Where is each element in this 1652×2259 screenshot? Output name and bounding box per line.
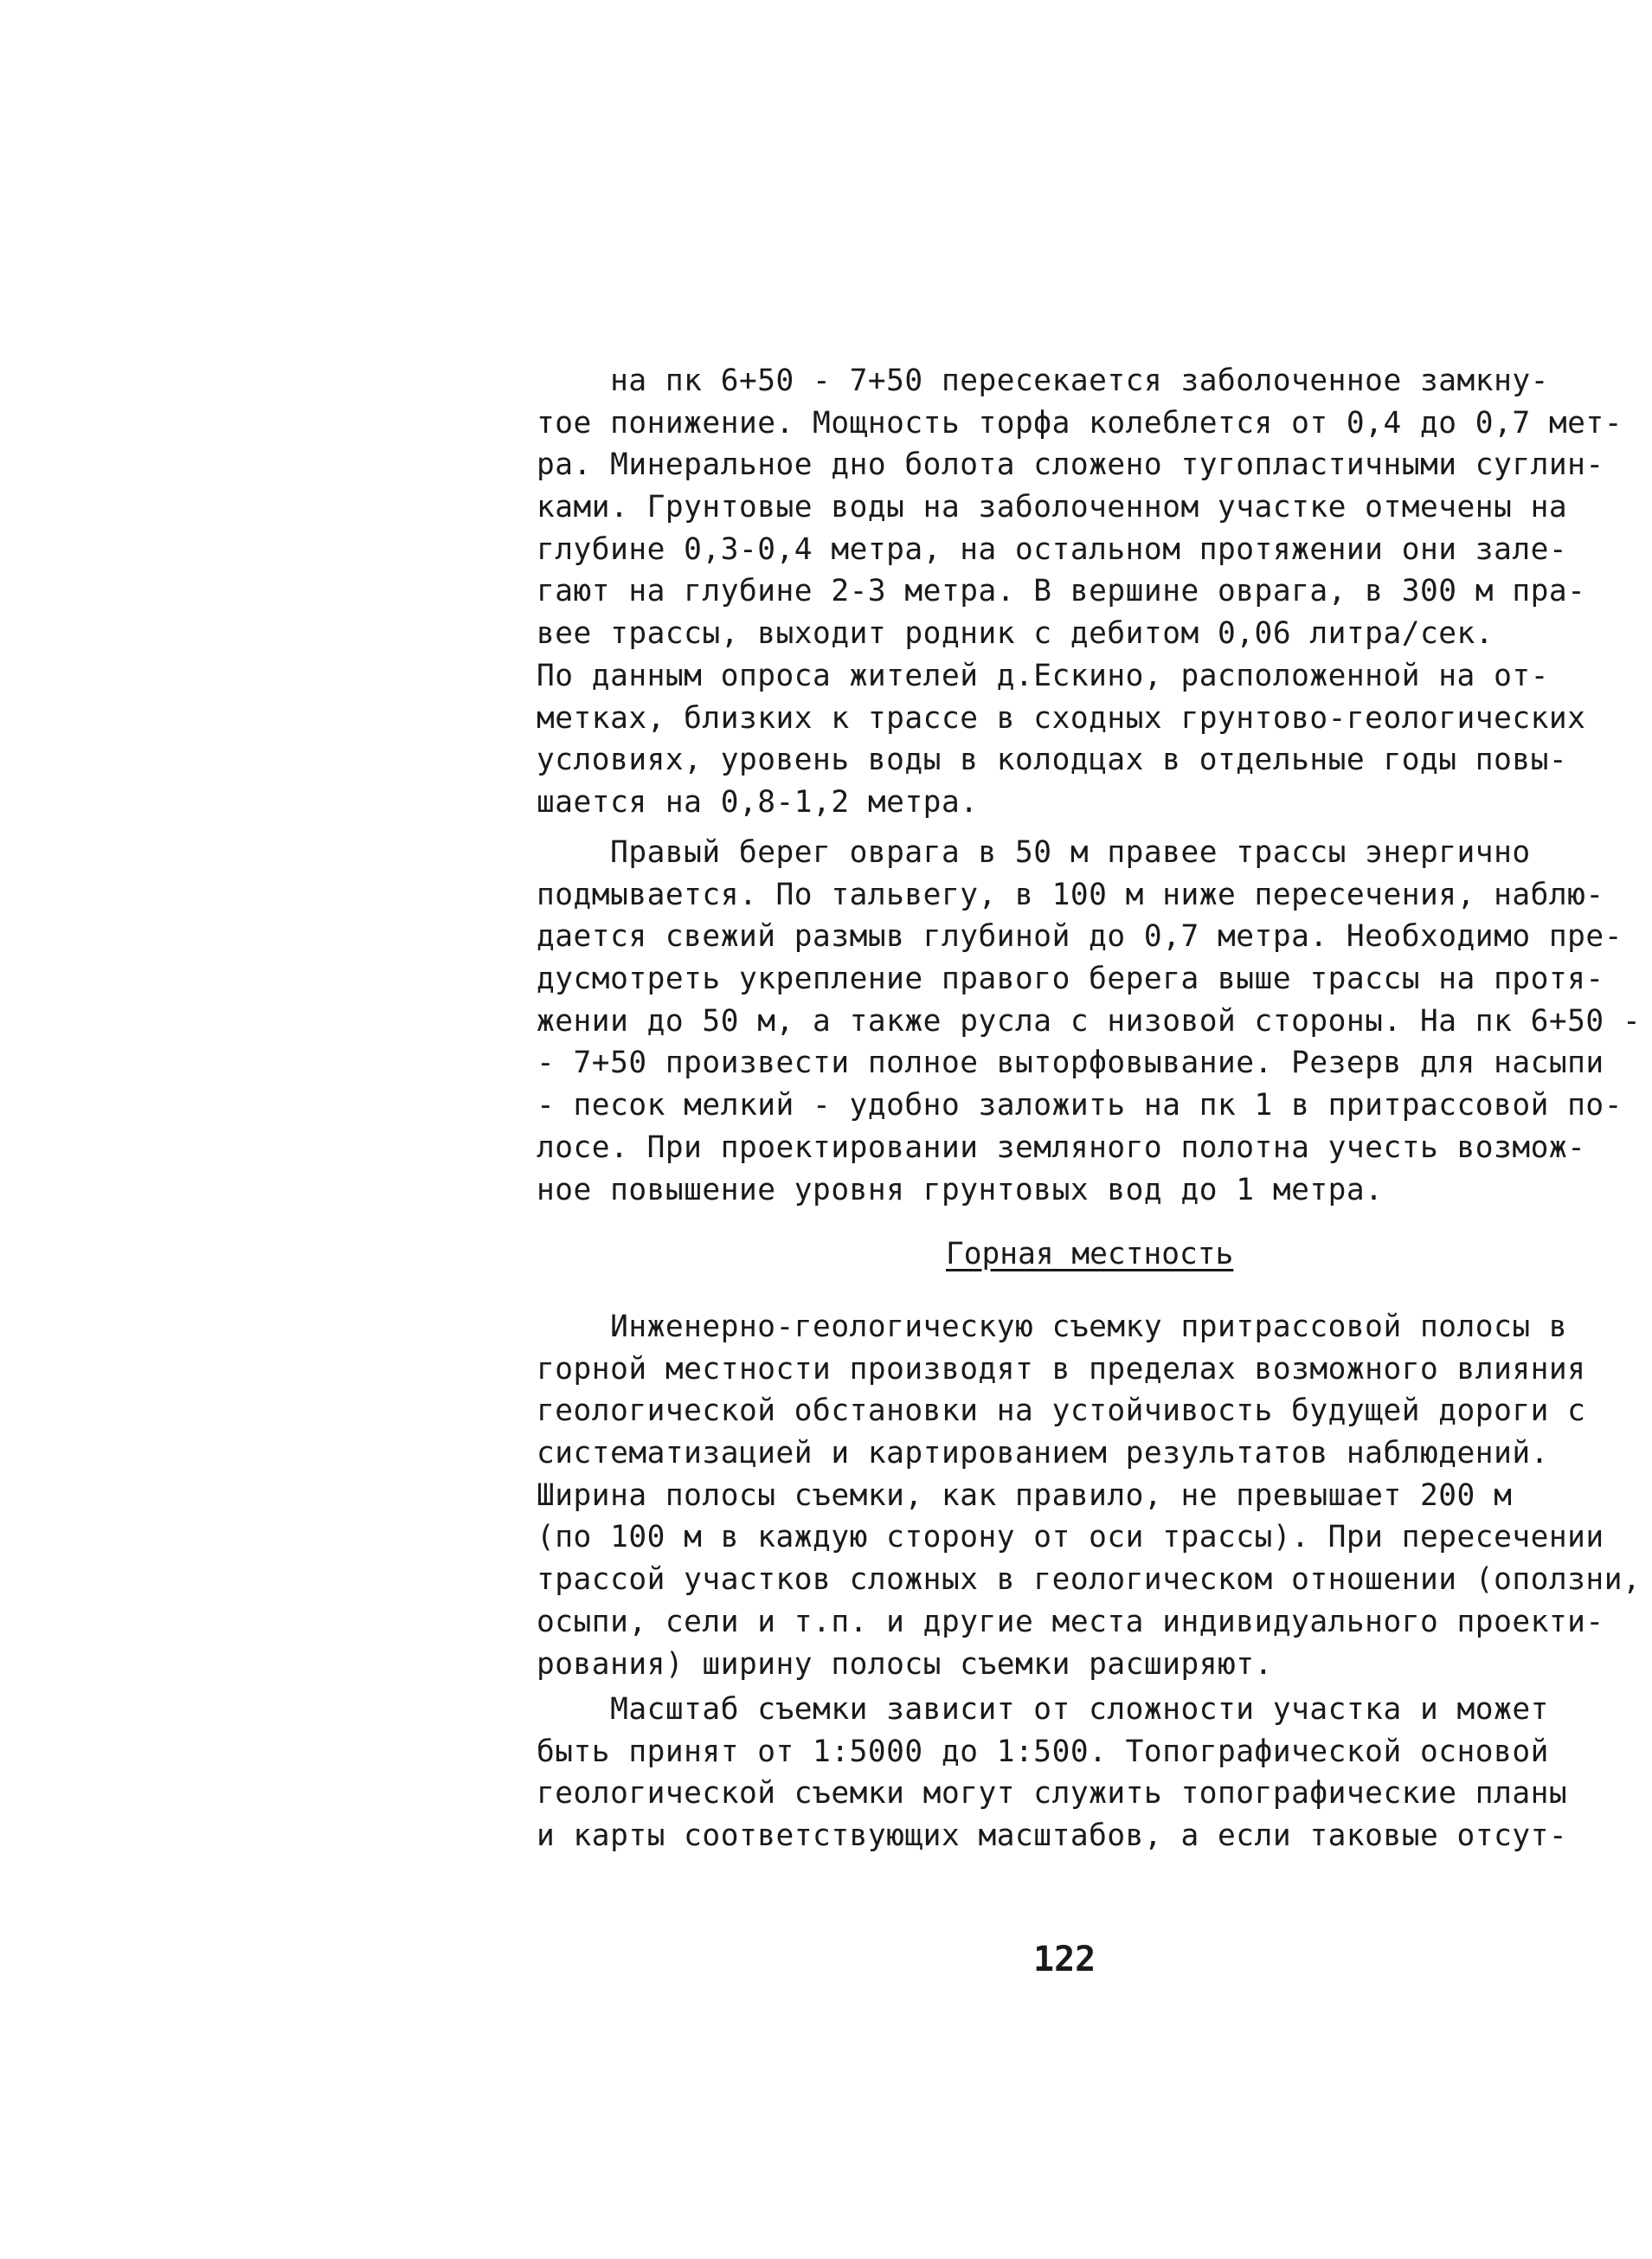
text-line: дусмотреть укрепление правого берега выше трассы на протя-	[537, 962, 1604, 997]
text-line: геологической съемки могут служить топографические планы	[537, 1776, 1568, 1812]
text-line: Правый берег оврага в 50 м правее трассы энергично	[537, 835, 1531, 870]
text-line: осыпи, сели и т.п. и другие места индивидуального проекти-	[537, 1604, 1604, 1639]
text-line: быть принят от 1:5000 до 1:500. Топографической основой	[537, 1734, 1549, 1769]
text-line: подмывается. По тальвегу, в 100 м ниже пересечения, наблю-	[537, 877, 1604, 912]
text-line: гают на глубине 2-3 метра. В вершине оврага, в 300 м пра-	[537, 574, 1586, 609]
paragraph-mountain-survey	[537, 1306, 1642, 1685]
section-heading: Горная местность	[946, 1237, 1234, 1271]
text-line: на пк 6+50 - 7+50 пересекается заболоченное замкну-	[537, 364, 1549, 398]
text-line: По данным опроса жителей д.Ескино, расположенной на от-	[537, 658, 1549, 693]
text-line: и карты соответствующих масштабов, а если таковые отсут-	[537, 1818, 1568, 1854]
text-line: рования) ширину полосы съемки расширяют.	[537, 1646, 1273, 1682]
text-line: геологической обстановки на устойчивость будущей дороги с	[537, 1393, 1586, 1429]
text-line: трассой участков сложных в геологическом отношении (оползни,	[537, 1562, 1642, 1598]
text-line: тое понижение. Мощность торфа колеблется от 0,4 до 0,7 мет-	[537, 405, 1623, 441]
paragraph-ravine-bank	[537, 832, 1642, 1211]
text-line: систематизацией и картированием результатов наблюдений.	[537, 1436, 1549, 1471]
text-line: жении до 50 м, а также русла с низовой стороны. На пк 6+50 -	[537, 1003, 1642, 1039]
text-line: глубине 0,3-0,4 метра, на остальном протяжении они зале-	[537, 531, 1568, 567]
page-number: 122	[1033, 1940, 1096, 1979]
text-line: дается свежий размыв глубиной до 0,7 метра. Необходимо пре-	[537, 919, 1623, 955]
text-line: (по 100 м в каждую сторону от оси трассы). При пересечении	[537, 1520, 1604, 1555]
text-line: условиях, уровень воды в колодцах в отдельные годы повы-	[537, 743, 1568, 778]
text-line: - 7+50 произвести полное выторфовывание. Резерв для насыпи	[537, 1046, 1604, 1081]
text-line: ра. Минеральное дно болота сложено тугопластичными суглин-	[537, 447, 1604, 483]
text-line: - песок мелкий - удобно заложить на пк 1 в притрассовой по-	[537, 1088, 1623, 1123]
text-line: вее трассы, выходит родник с дебитом 0,06 литра/сек.	[537, 616, 1495, 652]
paragraph-swamp-description	[537, 360, 1623, 824]
text-line: лосе. При проектировании земляного полотна учесть возмож-	[537, 1130, 1586, 1165]
text-line: горной местности производят в пределах возможного влияния	[537, 1351, 1586, 1387]
text-line: метках, близких к трассе в сходных грунтово-геологических	[537, 700, 1586, 736]
paragraph-survey-scale	[537, 1689, 1575, 1857]
text-line: Ширина полосы съемки, как правило, не превышает 200 м	[537, 1477, 1513, 1513]
text-line: шается на 0,8-1,2 метра.	[537, 784, 979, 820]
text-line: Инженерно-геологическую съемку притрассовой полосы в	[537, 1310, 1568, 1344]
text-line: Масштаб съемки зависит от сложности участка и может	[537, 1692, 1549, 1727]
text-line: ное повышение уровня грунтовых вод до 1 метра.	[537, 1172, 1384, 1207]
text-line: ками. Грунтовые воды на заболоченном участке отмечены на	[537, 490, 1568, 525]
